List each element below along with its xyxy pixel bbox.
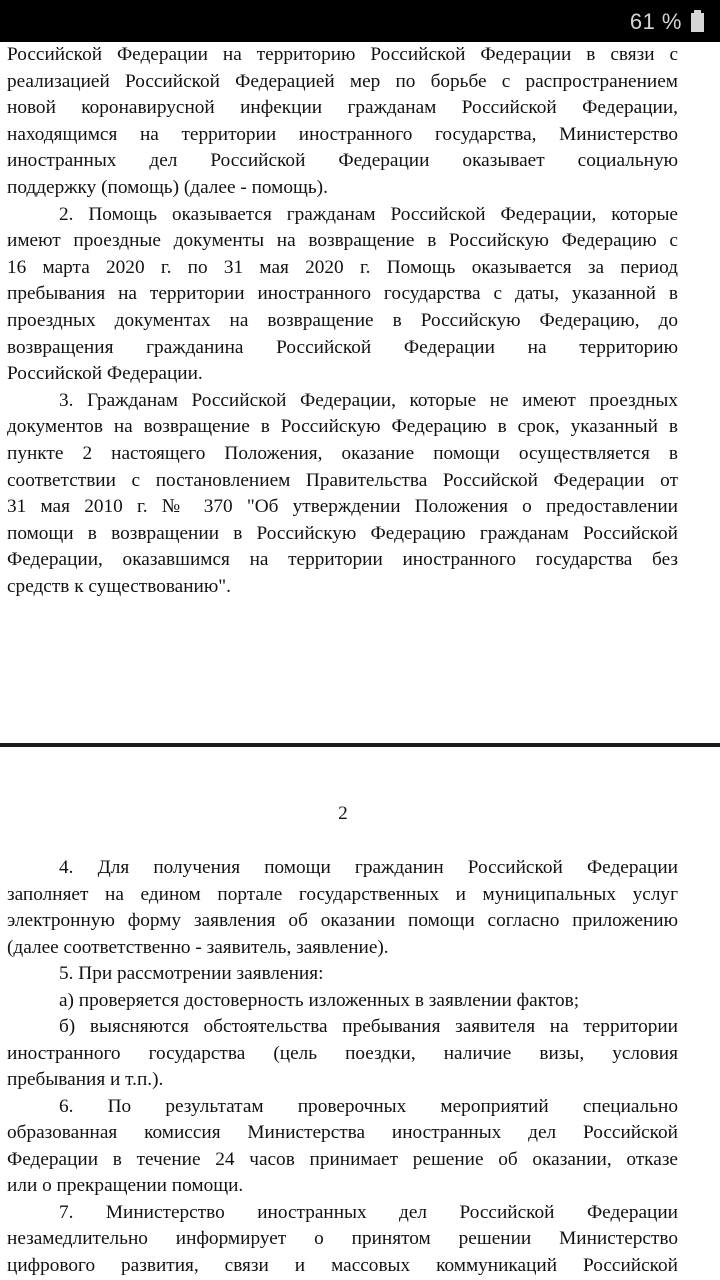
text-line: цифрового развития, связи и массовых коммуникаций Российской	[7, 1254, 678, 1276]
page-divider	[0, 743, 720, 747]
text-line: имеют проездные документы на возвращение в Российскую Федерацию с	[7, 230, 678, 252]
text-line: документов на возвращение в Российскую Федерацию в срок, указанный в	[7, 416, 678, 438]
text-line: поддержку (помощь) (далее - помощь).	[7, 177, 328, 198]
text-line: 5. При рассмотрении заявления:	[59, 963, 324, 984]
text-line: новой коронавирусной инфекции гражданам Российской Федерации,	[7, 97, 678, 119]
text-line: пункте 2 настоящего Положения, оказание помощи осуществляется в	[7, 443, 678, 464]
text-line: Федерации в течение 24 часов принимает решение об оказании, отказе	[7, 1148, 678, 1170]
text-line: реализацией Российской Федерацией мер по борьбе с распространением	[7, 70, 678, 92]
text-line: (далее соответственно - заявитель, заявление).	[7, 936, 389, 958]
text-line: 4. Для получения помощи гражданин Российской Федерации	[59, 857, 678, 878]
text-line: пребывания и т.п.).	[7, 1069, 164, 1090]
text-line: 6. По результатам проверочных мероприятий специально	[59, 1095, 678, 1117]
battery-percentage: 61 %	[629, 9, 682, 34]
text-line: Российской Федерации.	[7, 363, 203, 385]
page-number: 2	[338, 803, 348, 824]
text-line: пребывания на территории иностранного государства с даты, указанной в	[7, 283, 678, 305]
text-line: 16 марта 2020 г. по 31 мая 2020 г. Помощь оказывается за период	[7, 256, 678, 278]
text-line: проездных документах на возвращение в Российскую Федерацию, до	[7, 310, 678, 331]
text-line: б) выясняются обстоятельства пребывания заявителя на территории	[59, 1016, 678, 1037]
text-line: незамедлительно информирует о принятом решении Министерство	[7, 1228, 678, 1249]
text-line: или о прекращении помощи.	[7, 1175, 244, 1196]
text-line: 31 мая 2010 г. № 370 "Об утверждении Положения о предоставлении	[7, 496, 678, 518]
text-line: соответствии с постановлением Правительства Российской Федерации от	[7, 469, 678, 491]
text-line: иностранного государства (цель поездки, наличие визы, условия	[7, 1042, 678, 1064]
text-line: электронную форму заявления об оказании помощи согласно приложению	[7, 910, 678, 931]
text-line: средств к существованию".	[7, 576, 231, 597]
text-line: 2. Помощь оказывается гражданам Российской Федерации, которые	[59, 203, 678, 225]
text-line: иностранных дел Российской Федерации оказывает социальную	[7, 150, 678, 172]
text-line: а) проверяется достоверность изложенных в заявлении фактов;	[59, 989, 580, 1011]
text-line: Российской Федерации на территорию Российской Федерации в связи с	[7, 44, 678, 65]
text-line: 7. Министерство иностранных дел Российской Федерации	[59, 1201, 678, 1223]
text-line: заполняет на едином портале государственных и муниципальных услуг	[7, 883, 678, 905]
text-line: образованная комиссия Министерства иностранных дел Российской	[7, 1122, 678, 1143]
text-line: возвращения гражданина Российской Федерации на территорию	[7, 336, 678, 358]
text-line: 3. Гражданам Российской Федерации, которые не имеют проездных	[59, 389, 678, 411]
battery-icon	[691, 10, 704, 32]
text-line: помощи в возвращении в Российскую Федерацию гражданам Российской	[7, 522, 678, 544]
text-line: Федерации, оказавшимся на территории иностранного государства без	[7, 549, 678, 571]
text-line: находящимся на территории иностранного государства, Министерство	[7, 123, 678, 145]
status-bar	[0, 0, 720, 42]
